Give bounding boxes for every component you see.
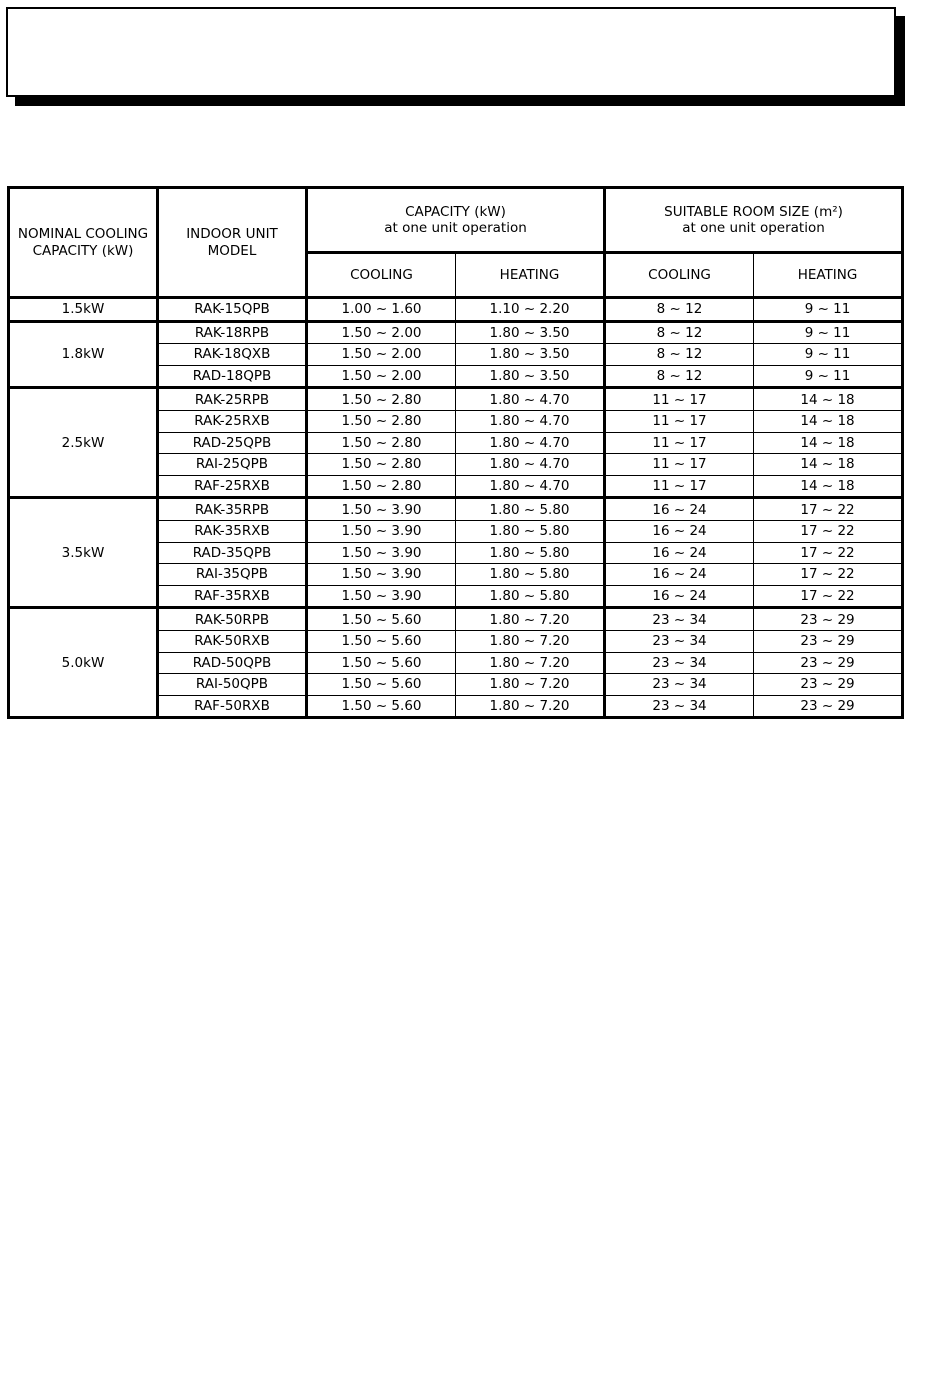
room-heating-cell: 17 ~ 22	[754, 542, 903, 564]
nominal-capacity-cell: 1.5kW	[9, 298, 158, 322]
header-room-cooling: COOLING	[605, 253, 754, 298]
capacity-cooling-cell: 1.50 ~ 3.90	[307, 520, 456, 542]
model-cell: RAK-18RPB	[158, 321, 307, 344]
model-cell: RAD-50QPB	[158, 652, 307, 674]
capacity-cooling-cell: 1.50 ~ 5.60	[307, 608, 456, 631]
room-heating-cell: 9 ~ 11	[754, 365, 903, 388]
room-cooling-cell: 16 ~ 24	[605, 520, 754, 542]
model-cell: RAK-18QXB	[158, 344, 307, 366]
room-cooling-cell: 16 ~ 24	[605, 585, 754, 608]
capacity-heating-cell: 1.80 ~ 7.20	[456, 608, 605, 631]
capacity-heating-cell: 1.80 ~ 3.50	[456, 321, 605, 344]
nominal-capacity-cell: 1.8kW	[9, 321, 158, 388]
header-capacity	[307, 188, 605, 253]
room-cooling-cell: 8 ~ 12	[605, 365, 754, 388]
capacity-heating-cell: 1.80 ~ 4.70	[456, 475, 605, 498]
capacity-heating-cell: 1.80 ~ 4.70	[456, 432, 605, 454]
model-cell: RAK-50RXB	[158, 630, 307, 652]
capacity-cooling-cell: 1.50 ~ 3.90	[307, 564, 456, 586]
capacity-cooling-cell: 1.50 ~ 3.90	[307, 585, 456, 608]
room-heating-cell: 23 ~ 29	[754, 695, 903, 718]
room-cooling-cell: 11 ~ 17	[605, 432, 754, 454]
room-cooling-cell: 11 ~ 17	[605, 388, 754, 411]
room-heating-cell: 14 ~ 18	[754, 410, 903, 432]
model-cell: RAI-50QPB	[158, 674, 307, 696]
capacity-cooling-cell: 1.50 ~ 5.60	[307, 695, 456, 718]
model-cell: RAI-35QPB	[158, 564, 307, 586]
capacity-heating-cell: 1.80 ~ 5.80	[456, 564, 605, 586]
model-cell: RAI-25QPB	[158, 454, 307, 476]
nominal-capacity-cell: 3.5kW	[9, 498, 158, 608]
model-cell: RAK-35RPB	[158, 498, 307, 521]
capacity-heating-cell: 1.80 ~ 4.70	[456, 410, 605, 432]
table-row	[9, 388, 903, 411]
table-body	[9, 298, 903, 718]
model-cell: RAK-25RPB	[158, 388, 307, 411]
room-cooling-cell: 8 ~ 12	[605, 344, 754, 366]
capacity-cooling-cell: 1.50 ~ 2.00	[307, 365, 456, 388]
capacity-heating-cell: 1.80 ~ 5.80	[456, 542, 605, 564]
capacity-cooling-cell: 1.50 ~ 2.80	[307, 410, 456, 432]
room-heating-cell: 9 ~ 11	[754, 344, 903, 366]
header-room-line1: SUITABLE ROOM SIZE (m²)	[664, 203, 843, 220]
capacity-heating-cell: 1.80 ~ 4.70	[456, 454, 605, 476]
header-room-heating: HEATING	[754, 253, 903, 298]
model-cell: RAK-35RXB	[158, 520, 307, 542]
capacity-cooling-cell: 1.50 ~ 3.90	[307, 542, 456, 564]
room-cooling-cell: 23 ~ 34	[605, 674, 754, 696]
capacity-spec-table	[7, 186, 904, 719]
header-model-line1: INDOOR UNIT	[186, 226, 278, 243]
capacity-heating-cell: 1.80 ~ 7.20	[456, 630, 605, 652]
table-row	[9, 298, 903, 322]
capacity-heating-cell: 1.80 ~ 7.20	[456, 652, 605, 674]
capacity-cooling-cell: 1.50 ~ 5.60	[307, 652, 456, 674]
capacity-cooling-cell: 1.50 ~ 5.60	[307, 674, 456, 696]
model-cell: RAF-25RXB	[158, 475, 307, 498]
room-cooling-cell: 8 ~ 12	[605, 298, 754, 322]
header-nominal-capacity	[9, 188, 158, 298]
capacity-heating-cell: 1.10 ~ 2.20	[456, 298, 605, 322]
capacity-cooling-cell: 1.50 ~ 2.80	[307, 388, 456, 411]
table-row	[9, 321, 903, 344]
model-cell: RAK-15QPB	[158, 298, 307, 322]
capacity-heating-cell: 1.80 ~ 7.20	[456, 674, 605, 696]
header-capacity-line1: CAPACITY (kW)	[405, 203, 506, 220]
capacity-heating-cell: 1.80 ~ 3.50	[456, 344, 605, 366]
room-heating-cell: 17 ~ 22	[754, 585, 903, 608]
capacity-cooling-cell: 1.50 ~ 2.80	[307, 432, 456, 454]
model-cell: RAK-25RXB	[158, 410, 307, 432]
model-cell: RAF-35RXB	[158, 585, 307, 608]
model-cell: RAF-50RXB	[158, 695, 307, 718]
nominal-capacity-cell: 2.5kW	[9, 388, 158, 498]
capacity-heating-cell: 1.80 ~ 7.20	[456, 695, 605, 718]
room-cooling-cell: 16 ~ 24	[605, 564, 754, 586]
capacity-heating-cell: 1.80 ~ 4.70	[456, 388, 605, 411]
room-cooling-cell: 23 ~ 34	[605, 695, 754, 718]
room-heating-cell: 9 ~ 11	[754, 298, 903, 322]
model-cell: RAK-50RPB	[158, 608, 307, 631]
room-heating-cell: 23 ~ 29	[754, 630, 903, 652]
model-cell: RAD-25QPB	[158, 432, 307, 454]
header-room-line2: at one unit operation	[682, 220, 825, 236]
capacity-heating-cell: 1.80 ~ 5.80	[456, 498, 605, 521]
model-cell: RAD-35QPB	[158, 542, 307, 564]
room-heating-cell: 23 ~ 29	[754, 652, 903, 674]
room-cooling-cell: 16 ~ 24	[605, 498, 754, 521]
header-indoor-unit-model	[158, 188, 307, 298]
capacity-heating-cell: 1.80 ~ 3.50	[456, 365, 605, 388]
model-cell: RAD-18QPB	[158, 365, 307, 388]
capacity-cooling-cell: 1.50 ~ 2.00	[307, 344, 456, 366]
capacity-cooling-cell: 1.00 ~ 1.60	[307, 298, 456, 322]
title-box	[6, 7, 896, 97]
room-heating-cell: 23 ~ 29	[754, 674, 903, 696]
room-cooling-cell: 8 ~ 12	[605, 321, 754, 344]
header-capacity-heating: HEATING	[456, 253, 605, 298]
room-heating-cell: 17 ~ 22	[754, 564, 903, 586]
room-cooling-cell: 16 ~ 24	[605, 542, 754, 564]
room-cooling-cell: 23 ~ 34	[605, 652, 754, 674]
capacity-cooling-cell: 1.50 ~ 2.00	[307, 321, 456, 344]
room-cooling-cell: 11 ~ 17	[605, 410, 754, 432]
room-cooling-cell: 23 ~ 34	[605, 608, 754, 631]
capacity-heating-cell: 1.80 ~ 5.80	[456, 520, 605, 542]
header-room-size	[605, 188, 903, 253]
header-nominal-line1: NOMINAL COOLING	[17, 226, 149, 243]
room-heating-cell: 14 ~ 18	[754, 388, 903, 411]
header-capacity-line2: at one unit operation	[384, 220, 527, 236]
capacity-cooling-cell: 1.50 ~ 3.90	[307, 498, 456, 521]
room-heating-cell: 14 ~ 18	[754, 454, 903, 476]
table-row	[9, 608, 903, 631]
header-nominal-line2: CAPACITY (kW)	[32, 242, 134, 259]
capacity-cooling-cell: 1.50 ~ 5.60	[307, 630, 456, 652]
table-row	[9, 498, 903, 521]
capacity-heating-cell: 1.80 ~ 5.80	[456, 585, 605, 608]
header-model-line2: MODEL	[207, 242, 257, 259]
capacity-cooling-cell: 1.50 ~ 2.80	[307, 475, 456, 498]
nominal-capacity-cell: 5.0kW	[9, 608, 158, 718]
room-heating-cell: 17 ~ 22	[754, 520, 903, 542]
room-cooling-cell: 11 ~ 17	[605, 475, 754, 498]
room-heating-cell: 14 ~ 18	[754, 432, 903, 454]
room-cooling-cell: 11 ~ 17	[605, 454, 754, 476]
header-capacity-cooling: COOLING	[307, 253, 456, 298]
room-heating-cell: 17 ~ 22	[754, 498, 903, 521]
room-heating-cell: 14 ~ 18	[754, 475, 903, 498]
room-cooling-cell: 23 ~ 34	[605, 630, 754, 652]
capacity-cooling-cell: 1.50 ~ 2.80	[307, 454, 456, 476]
room-heating-cell: 23 ~ 29	[754, 608, 903, 631]
room-heating-cell: 9 ~ 11	[754, 321, 903, 344]
